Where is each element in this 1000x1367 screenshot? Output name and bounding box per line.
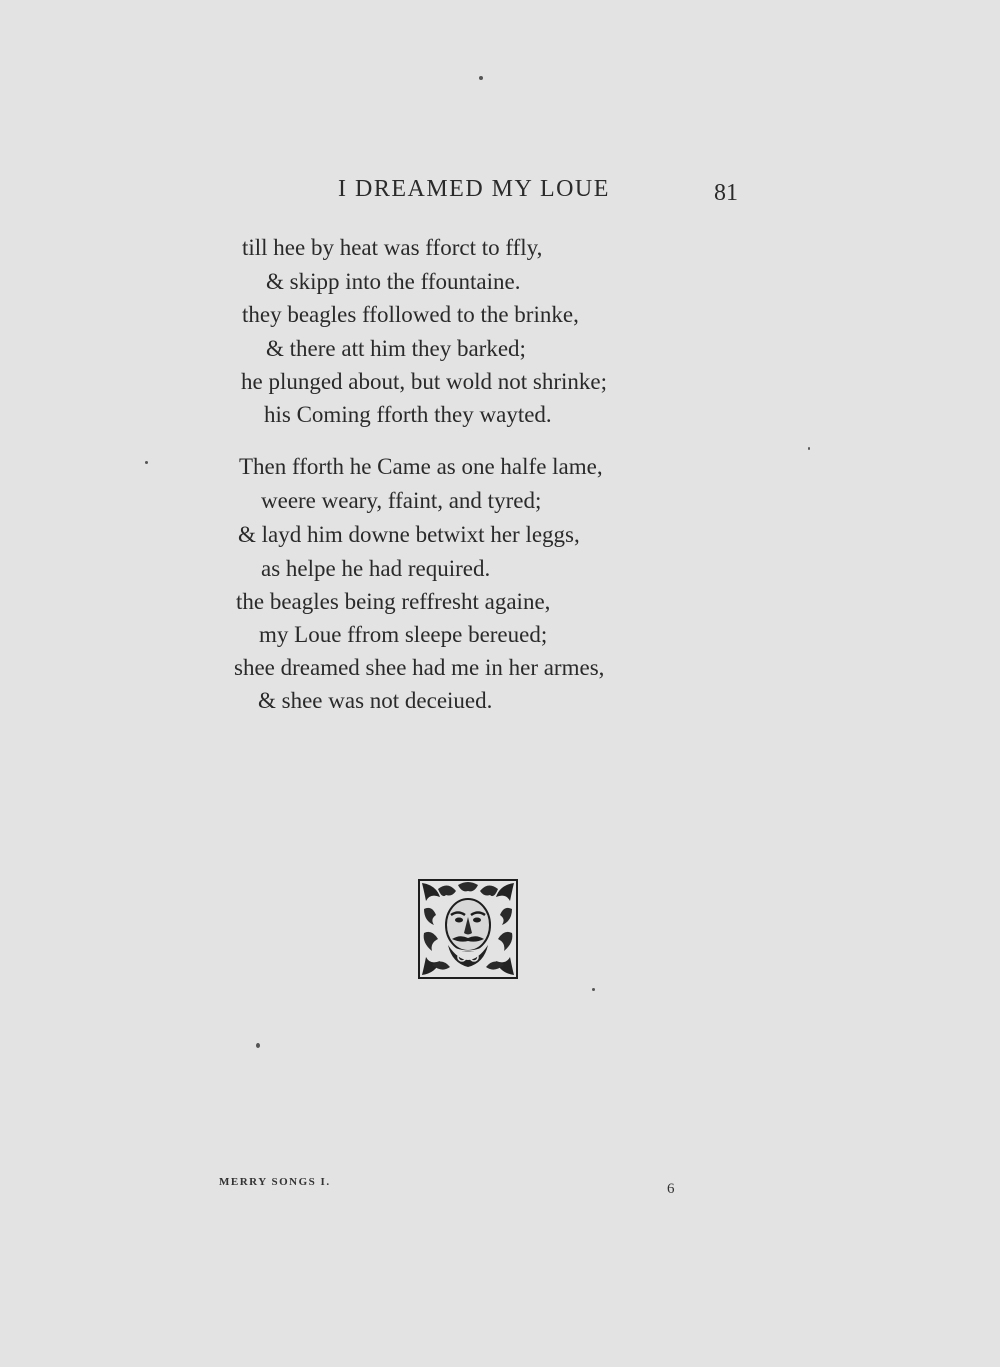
poem-line: & there att him they barked; <box>266 336 526 361</box>
poem-line: his Coming fforth they wayted. <box>264 402 552 427</box>
printer-signature: MERRY SONGS I. <box>219 1176 331 1188</box>
poem-line: & skipp into the ffountaine. <box>266 269 521 294</box>
poem-line: Then fforth he Came as one halfe lame, <box>239 454 603 479</box>
poem-line: & layd him downe betwixt her leggs, <box>238 522 580 547</box>
paper-speck <box>592 988 595 991</box>
poem-line: as helpe he had required. <box>261 556 491 581</box>
signature-number: 6 <box>667 1181 675 1197</box>
paper-speck <box>145 461 148 464</box>
paper-speck <box>256 1043 260 1048</box>
poem-line: they beagles ffollowed to the brinke, <box>242 302 579 327</box>
poem-line: shee dreamed shee had me in her armes, <box>234 655 605 680</box>
poem-line: till hee by heat was fforct to ffly, <box>242 235 543 260</box>
poem-line: he plunged about, but wold not shrinke; <box>241 369 608 394</box>
paper-speck <box>808 447 810 450</box>
page-number: 81 <box>714 180 738 206</box>
paper-speck <box>479 76 483 80</box>
poem-line: weere weary, ffaint, and tyred; <box>261 488 542 513</box>
poem-line: & shee was not deceiued. <box>258 688 493 713</box>
running-title: I DREAMED MY LOUE <box>338 176 610 202</box>
poem-line: the beagles being reffresht againe, <box>236 589 551 614</box>
poem-line: my Loue ffrom sleepe bereued; <box>259 622 548 647</box>
green-man-mask-ornament-icon <box>418 879 518 979</box>
